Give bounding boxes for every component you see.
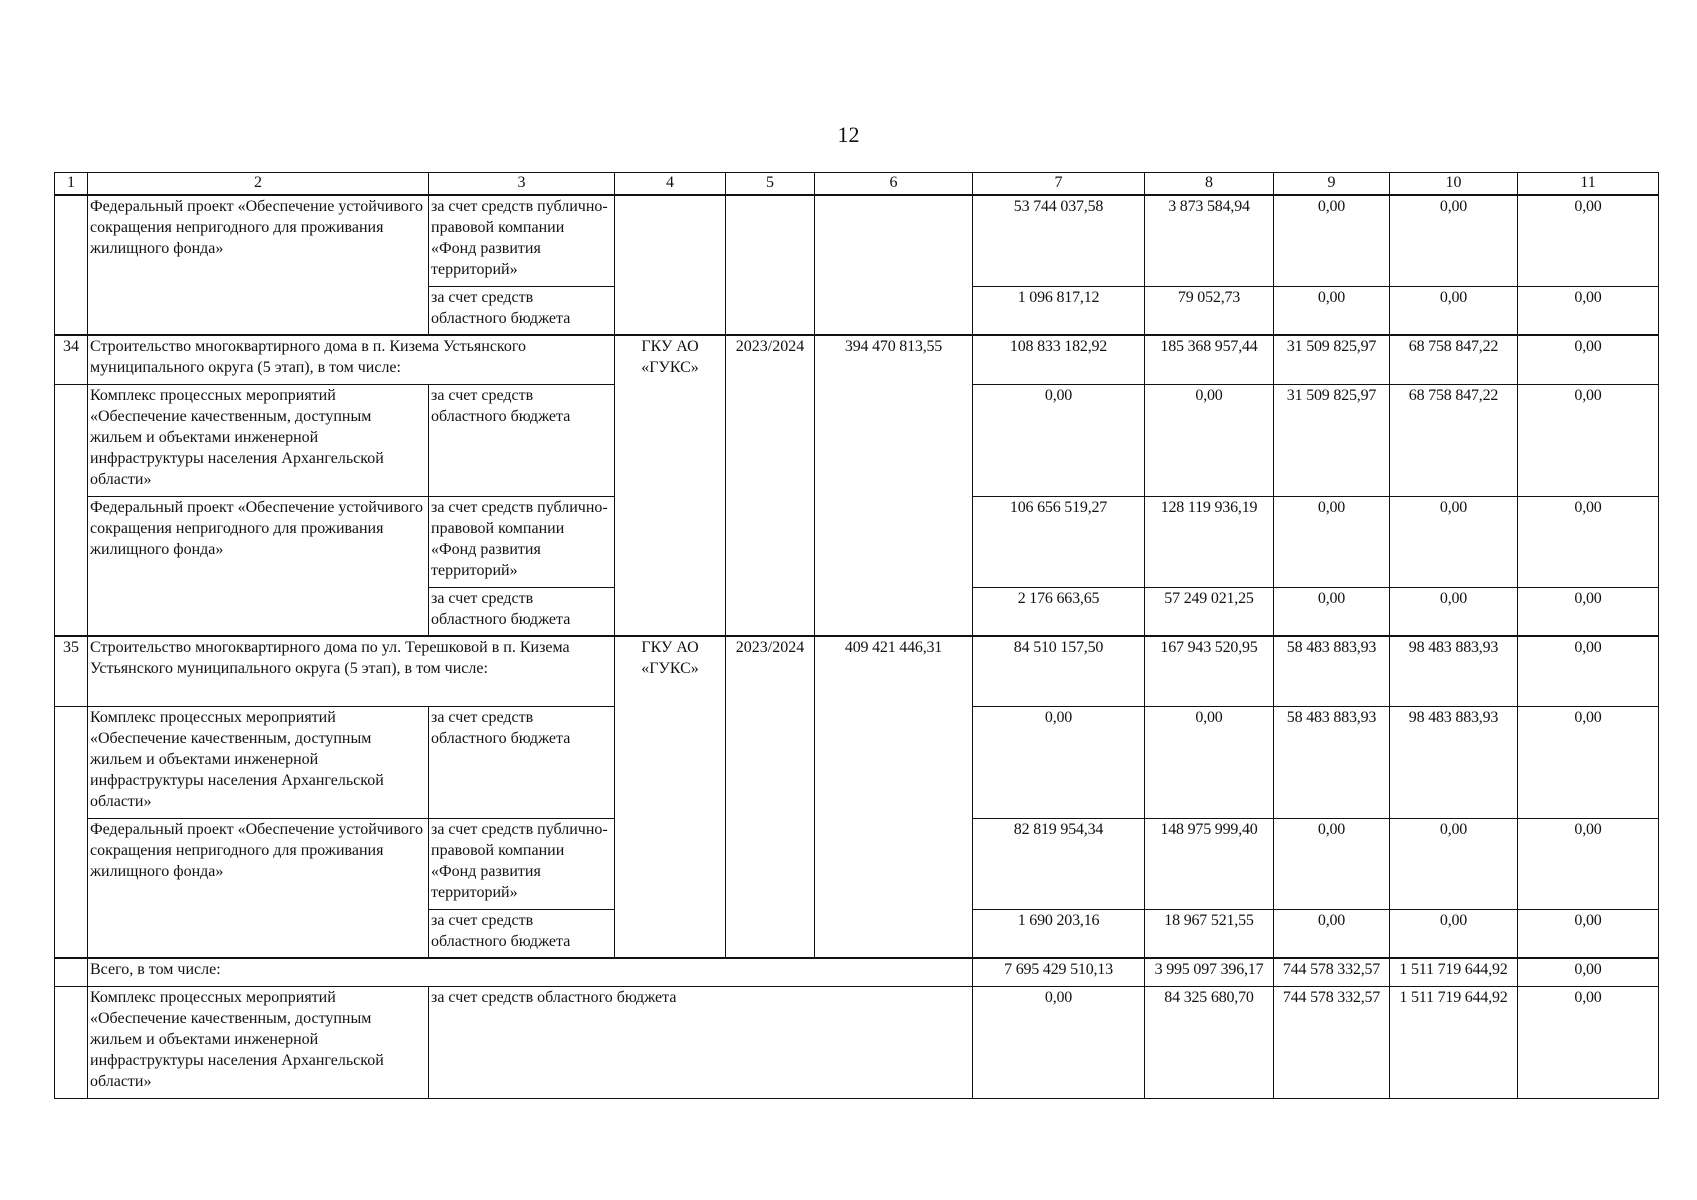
period-cell — [726, 195, 815, 335]
value-cell: 744 578 332,57 — [1274, 986, 1390, 1098]
header-cell: 9 — [1274, 173, 1390, 196]
value-cell: 53 744 037,58 — [973, 195, 1145, 286]
value-cell: 1 096 817,12 — [973, 286, 1145, 335]
row-number: 34 — [55, 335, 88, 384]
row-number: 35 — [55, 636, 88, 706]
complex-label: Комплекс процессных мероприятий «Обеспечение качественным, доступным жильем и объектами инженерной инфраструктуры населения Архангельской области» — [88, 986, 429, 1098]
value-cell: 31 509 825,97 — [1274, 384, 1390, 496]
value-cell: 98 483 883,93 — [1390, 706, 1518, 818]
header-cell: 5 — [726, 173, 815, 196]
object-title: Строительство многоквартирного дома в п. Кизема Устьянского муниципального округа (5 этап), в том числе: — [88, 335, 615, 384]
num-cell — [55, 384, 88, 636]
source-fund: за счет средств публично-правовой компании «Фонд развития территорий» — [429, 496, 615, 587]
header-cell: 7 — [973, 173, 1145, 196]
table-header-row — [55, 173, 1659, 196]
value-cell: 3 873 584,94 — [1145, 195, 1274, 286]
value-cell: 1 690 203,16 — [973, 909, 1145, 958]
source-regional: за счет средств областного бюджета — [429, 909, 615, 958]
value-cell: 0,00 — [1274, 587, 1390, 636]
value-cell: 2 176 663,65 — [973, 587, 1145, 636]
value-cell: 0,00 — [1274, 818, 1390, 909]
table-row — [55, 636, 1659, 706]
value-cell: 0,00 — [1518, 909, 1659, 958]
value-cell: 0,00 — [1274, 496, 1390, 587]
budget-table — [54, 172, 1659, 1099]
value-cell: 68 758 847,22 — [1390, 384, 1518, 496]
fed-project-label: Федеральный проект «Обеспечение устойчивого сокращения непригодного для проживания жилищного фонда» — [88, 496, 429, 636]
value-cell: 1 511 719 644,92 — [1390, 958, 1518, 986]
header-cell: 1 — [55, 173, 88, 196]
value-cell: 0,00 — [1390, 286, 1518, 335]
value-cell: 108 833 182,92 — [973, 335, 1145, 384]
source-regional: за счет средств областного бюджета — [429, 286, 615, 335]
value-cell: 0,00 — [1518, 335, 1659, 384]
num-cell — [55, 195, 88, 335]
cost-cell: 409 421 446,31 — [815, 636, 973, 958]
value-cell: 744 578 332,57 — [1274, 958, 1390, 986]
cost-cell — [815, 195, 973, 335]
value-cell: 68 758 847,22 — [1390, 335, 1518, 384]
total-row — [55, 958, 1659, 986]
value-cell: 0,00 — [1518, 384, 1659, 496]
value-cell: 128 119 936,19 — [1145, 496, 1274, 587]
object-title: Строительство многоквартирного дома по ул. Терешковой в п. Кизема Устьянского муниципального округа (5 этап), в том числе: — [88, 636, 615, 706]
value-cell: 79 052,73 — [1145, 286, 1274, 335]
value-cell: 0,00 — [1390, 818, 1518, 909]
value-cell: 1 511 719 644,92 — [1390, 986, 1518, 1098]
table-row — [55, 335, 1659, 384]
value-cell: 98 483 883,93 — [1390, 636, 1518, 706]
complex-label: Комплекс процессных мероприятий «Обеспечение качественным, доступным жильем и объектами инженерной инфраструктуры населения Архангельской области» — [88, 706, 429, 818]
value-cell: 0,00 — [1145, 706, 1274, 818]
value-cell: 7 695 429 510,13 — [973, 958, 1145, 986]
customer-cell: ГКУ АО «ГУКС» — [615, 335, 726, 636]
fed-project-label: Федеральный проект «Обеспечение устойчивого сокращения непригодного для проживания жилищного фонда» — [88, 818, 429, 958]
num-cell — [55, 958, 88, 986]
value-cell: 148 975 999,40 — [1145, 818, 1274, 909]
source-fund: за счет средств публично-правовой компании «Фонд развития территорий» — [429, 818, 615, 909]
page-number: 12 — [837, 122, 860, 147]
value-cell: 0,00 — [973, 986, 1145, 1098]
period-cell: 2023/2024 — [726, 335, 815, 636]
value-cell: 0,00 — [1390, 195, 1518, 286]
value-cell: 0,00 — [1518, 958, 1659, 986]
value-cell: 0,00 — [1518, 986, 1659, 1098]
source-regional: за счет средств областного бюджета — [429, 384, 615, 496]
header-cell: 3 — [429, 173, 615, 196]
value-cell: 0,00 — [1390, 909, 1518, 958]
value-cell: 0,00 — [1518, 195, 1659, 286]
header-cell: 4 — [615, 173, 726, 196]
value-cell: 18 967 521,55 — [1145, 909, 1274, 958]
value-cell: 0,00 — [1390, 587, 1518, 636]
source-regional: за счет средств областного бюджета — [429, 587, 615, 636]
value-cell: 0,00 — [1274, 286, 1390, 335]
value-cell: 0,00 — [1518, 818, 1659, 909]
customer-cell — [615, 195, 726, 335]
value-cell: 31 509 825,97 — [1274, 335, 1390, 384]
value-cell: 0,00 — [1518, 636, 1659, 706]
value-cell: 0,00 — [1518, 587, 1659, 636]
value-cell: 0,00 — [1274, 195, 1390, 286]
value-cell: 0,00 — [973, 706, 1145, 818]
table-row — [55, 195, 1659, 286]
num-cell — [55, 706, 88, 958]
value-cell: 57 249 021,25 — [1145, 587, 1274, 636]
header-cell: 11 — [1518, 173, 1659, 196]
value-cell: 0,00 — [973, 384, 1145, 496]
header-cell: 10 — [1390, 173, 1518, 196]
value-cell: 0,00 — [1145, 384, 1274, 496]
value-cell: 0,00 — [1518, 496, 1659, 587]
num-cell — [55, 986, 88, 1098]
value-cell: 58 483 883,93 — [1274, 706, 1390, 818]
value-cell: 0,00 — [1390, 496, 1518, 587]
header-cell: 2 — [88, 173, 429, 196]
value-cell: 106 656 519,27 — [973, 496, 1145, 587]
value-cell: 3 995 097 396,17 — [1145, 958, 1274, 986]
value-cell: 0,00 — [1274, 909, 1390, 958]
customer-cell: ГКУ АО «ГУКС» — [615, 636, 726, 958]
value-cell: 84 325 680,70 — [1145, 986, 1274, 1098]
total-complex-source: за счет средств областного бюджета — [429, 986, 973, 1098]
value-cell: 185 368 957,44 — [1145, 335, 1274, 384]
header-cell: 6 — [815, 173, 973, 196]
table-row — [55, 986, 1659, 1098]
value-cell: 167 943 520,95 — [1145, 636, 1274, 706]
period-cell: 2023/2024 — [726, 636, 815, 958]
complex-label: Комплекс процессных мероприятий «Обеспечение качественным, доступным жильем и объектами инженерной инфраструктуры населения Архангельской области» — [88, 384, 429, 496]
value-cell: 84 510 157,50 — [973, 636, 1145, 706]
source-regional: за счет средств областного бюджета — [429, 706, 615, 818]
value-cell: 0,00 — [1518, 706, 1659, 818]
value-cell: 0,00 — [1518, 286, 1659, 335]
fed-project-label: Федеральный проект «Обеспечение устойчивого сокращения непригодного для проживания жилищного фонда» — [88, 195, 429, 335]
header-cell: 8 — [1145, 173, 1274, 196]
source-fund: за счет средств публично-правовой компании «Фонд развития территорий» — [429, 195, 615, 286]
total-label: Всего, в том числе: — [88, 958, 973, 986]
cost-cell: 394 470 813,55 — [815, 335, 973, 636]
value-cell: 58 483 883,93 — [1274, 636, 1390, 706]
value-cell: 82 819 954,34 — [973, 818, 1145, 909]
